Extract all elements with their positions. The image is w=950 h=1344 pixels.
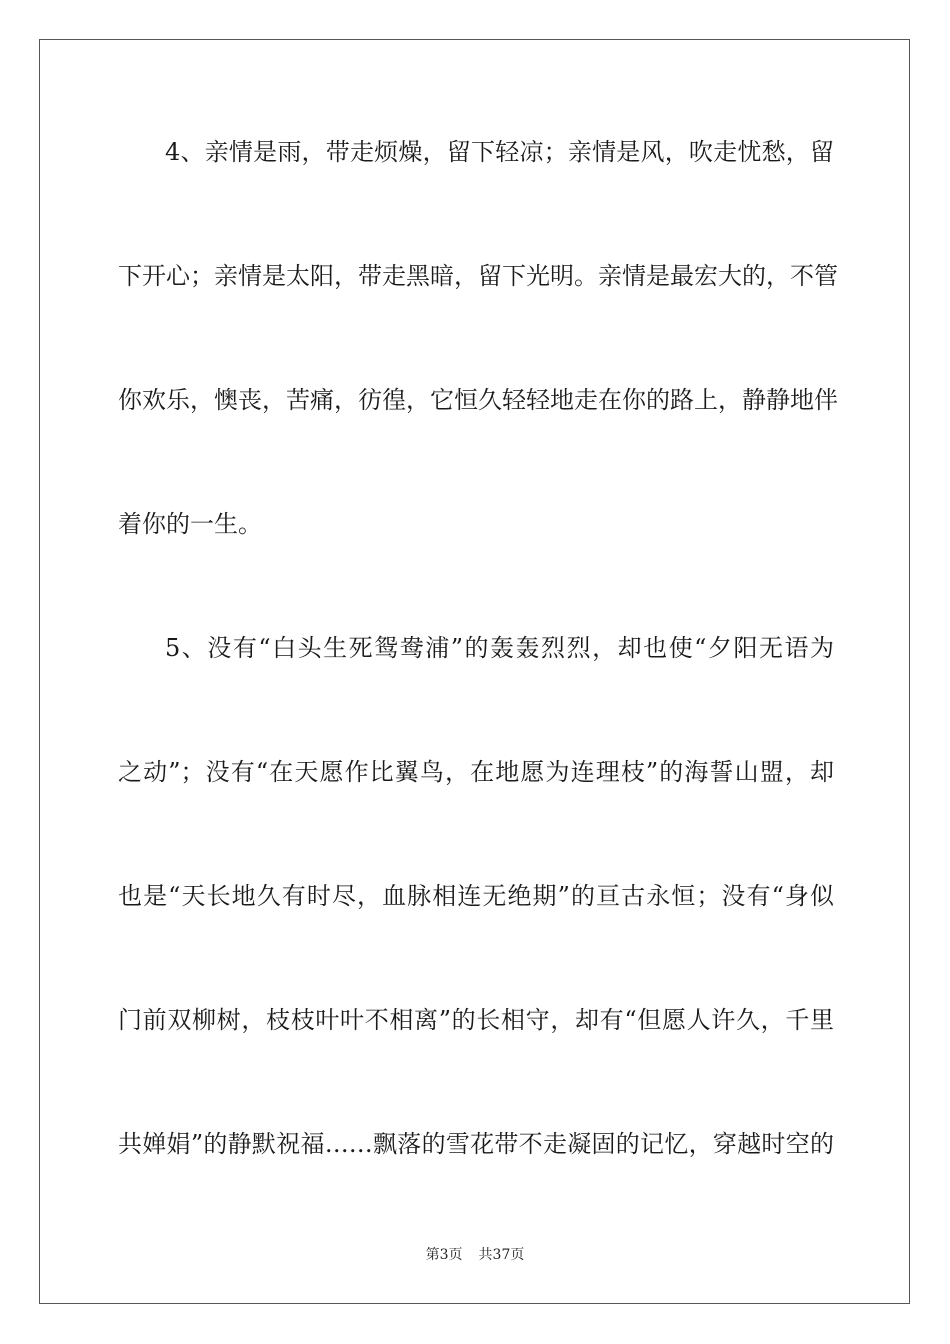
paragraph-5-line-5: 共婵娟”的静默祝福……飘落的雪花带不走凝固的记忆，穿越时空的 (118, 1130, 834, 1158)
page-total: 共37页 (478, 1247, 525, 1263)
paragraph-5-line-3: 也是“天长地久有时尽，血脉相连无绝期”的亘古永恒；没有“身似 (118, 882, 834, 910)
page-footer (0, 1246, 950, 1264)
paragraph-5-line-4: 门前双柳树，枝枝叶叶不相离”的长相守，却有“但愿人许久，千里 (118, 1006, 834, 1034)
paragraph-4-line-4: 着你的一生。 (118, 510, 262, 538)
page-number: 第3页 (425, 1247, 463, 1263)
paragraph-5-line-2: 之动”；没有“在天愿作比翼鸟，在地愿为连理枝”的海誓山盟，却 (118, 758, 834, 786)
page-border (39, 39, 910, 1304)
paragraph-4-line-2: 下开心；亲情是太阳，带走黑暗，留下光明。亲情是最宏大的，不管 (118, 262, 838, 290)
paragraph-5-line-1: 5、没有“白头生死鸳鸯浦”的轰轰烈烈，却也使“夕阳无语为 (165, 634, 834, 662)
paragraph-4-line-3: 你欢乐，懊丧，苦痛，彷徨，它恒久轻轻地走在你的路上，静静地伴 (118, 386, 838, 414)
paragraph-4-line-1: 4、亲情是雨，带走烦燥，留下轻凉；亲情是风，吹走忧愁，留 (165, 138, 834, 166)
